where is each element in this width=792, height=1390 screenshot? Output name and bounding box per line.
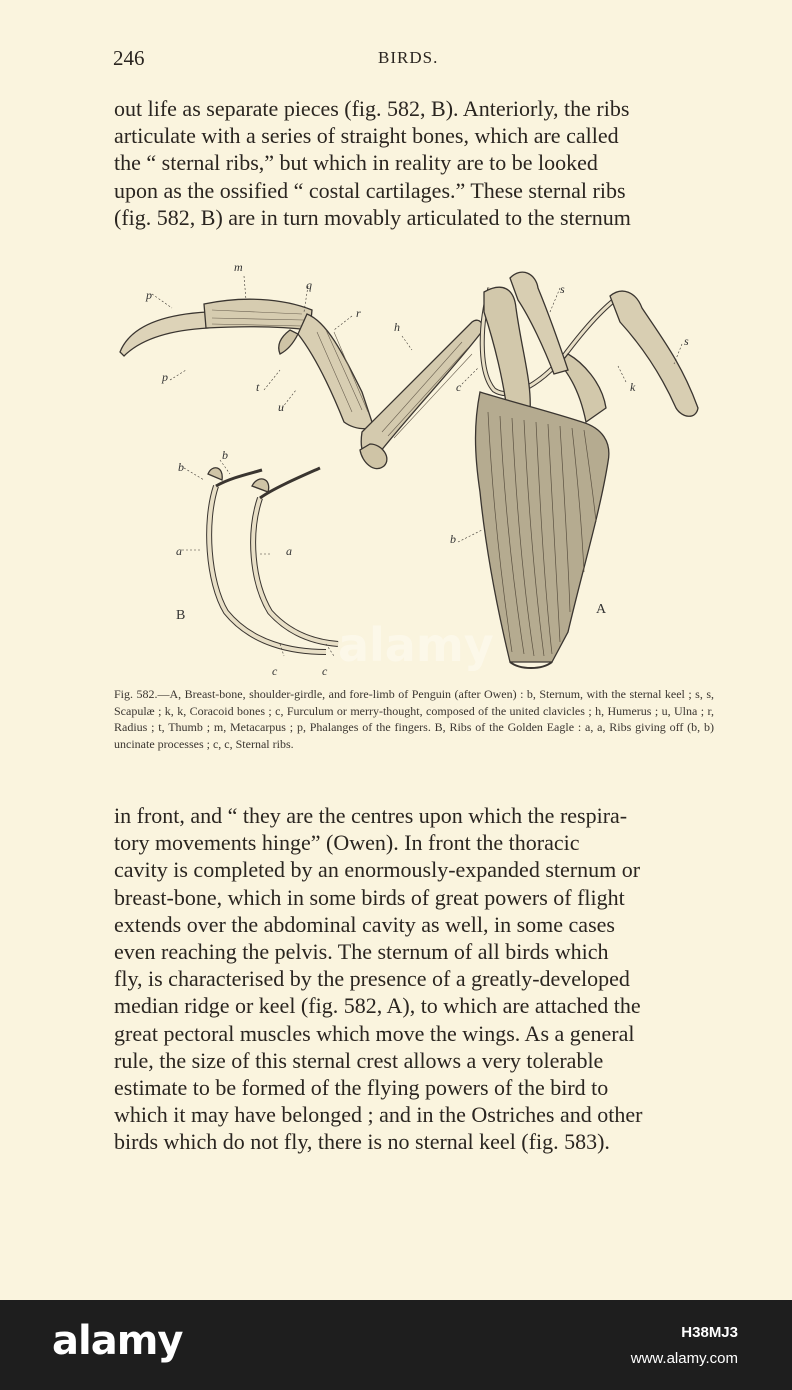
- thumb-bone: [279, 330, 298, 354]
- watermark-logo: alamy: [338, 618, 494, 672]
- text-line: median ridge or keel (fig. 582, A), to which are attached the: [114, 993, 641, 1019]
- paragraph-bottom: [114, 802, 714, 1156]
- brand-logo: alamy: [52, 1318, 183, 1364]
- panel-label-b: B: [176, 608, 186, 623]
- label-a: a: [286, 544, 292, 558]
- label-c: c: [272, 664, 278, 678]
- panel-label-a: A: [596, 602, 607, 617]
- text-line: even reaching the pelvis. The sternum of all birds which: [114, 939, 609, 965]
- label-c: c: [322, 664, 328, 678]
- paragraph-top: [114, 95, 714, 231]
- text-line: which it may have belonged ; and in the Ostriches and other: [114, 1102, 643, 1128]
- text-line: (fig. 582, B) are in turn movably articulated to the sternum: [114, 204, 631, 230]
- ulna-radius-bone: [298, 314, 374, 429]
- phalanges-bone: [120, 312, 208, 356]
- label-h: h: [394, 320, 400, 334]
- label-s: s: [560, 282, 565, 296]
- humerus-bone: [361, 320, 482, 458]
- text-line: out life as separate pieces (fig. 582, B). Anteriorly, the ribs: [114, 96, 630, 121]
- running-title: BIRDS.: [378, 48, 439, 67]
- label-b: b: [450, 532, 456, 546]
- site-url: www.alamy.com: [630, 1350, 738, 1367]
- label-q: q: [306, 278, 312, 292]
- sternum-keel: [476, 392, 609, 662]
- label-p: p: [162, 370, 168, 384]
- text-line: cavity is completed by an enormously-expanded sternum or: [114, 857, 641, 883]
- text-line: rule, the size of this sternal crest allows a very tolerable: [114, 1047, 604, 1073]
- label-s: s: [684, 334, 689, 348]
- label-a: a: [176, 544, 182, 558]
- text-line: upon as the ossified “ costal cartilages.” These sternal ribs: [114, 177, 626, 203]
- text-line: extends over the abdominal cavity as well, in some cases: [114, 911, 615, 937]
- stock-banner: [0, 1300, 792, 1390]
- text-line: great pectoral muscles which move the wings. As a general: [114, 1020, 635, 1046]
- metacarpus-bone: [204, 299, 312, 330]
- label-u: u: [278, 400, 284, 414]
- label-b: b: [222, 448, 228, 462]
- label-k: k: [630, 380, 636, 394]
- page-number: 246: [113, 46, 145, 70]
- label-p: p: [146, 288, 152, 302]
- image-id: H38MJ3: [681, 1324, 738, 1341]
- text-line: breast-bone, which in some birds of great powers of flight: [114, 884, 625, 910]
- text-line: articulate with a series of straight bones, which are called: [114, 123, 619, 149]
- label-t: t: [256, 380, 260, 394]
- rib-bone: [253, 498, 338, 644]
- text-line: birds which do not fly, there is no sternal keel (fig. 583).: [114, 1129, 610, 1155]
- label-r: r: [356, 306, 361, 320]
- text-line: tory movements hinge” (Owen). In front the thoracic: [114, 830, 580, 856]
- label-c: c: [456, 380, 462, 394]
- text-line: fly, is characterised by the presence of a greatly-developed: [114, 966, 630, 992]
- figure-caption: Fig. 582.—A, Breast-bone, shoulder-girdle, and fore-limb of Penguin (after Owen) : b, Sternum, with the sternal keel ; s, s, Scapulæ ; k, k, Coracoid bones ; c, Furculum or merry-thought, composed of the united clavicles ; h, Humerus ; u, Ulna ; r, Radius ; t, Thumb ; m, Metacarpus ; p, Phalanges of the fingers. B, Ribs of the Golden Eagle : a, a, Ribs giving off (b, b) uncinate processes ; c, c, Sternal ribs.: [114, 687, 714, 752]
- running-head: [113, 46, 713, 76]
- rib-bone: [209, 486, 326, 652]
- scapula-bone: [610, 291, 698, 416]
- label-m: m: [234, 260, 243, 274]
- label-b: b: [178, 460, 184, 474]
- coracoid-bone: [560, 354, 606, 422]
- text-line: estimate to be formed of the flying powers of the bird to: [114, 1075, 609, 1101]
- text-line: in front, and “ they are the centres upon which the respira-: [114, 803, 628, 828]
- text-line: the “ sternal ribs,” but which in reality are to be looked: [114, 150, 598, 176]
